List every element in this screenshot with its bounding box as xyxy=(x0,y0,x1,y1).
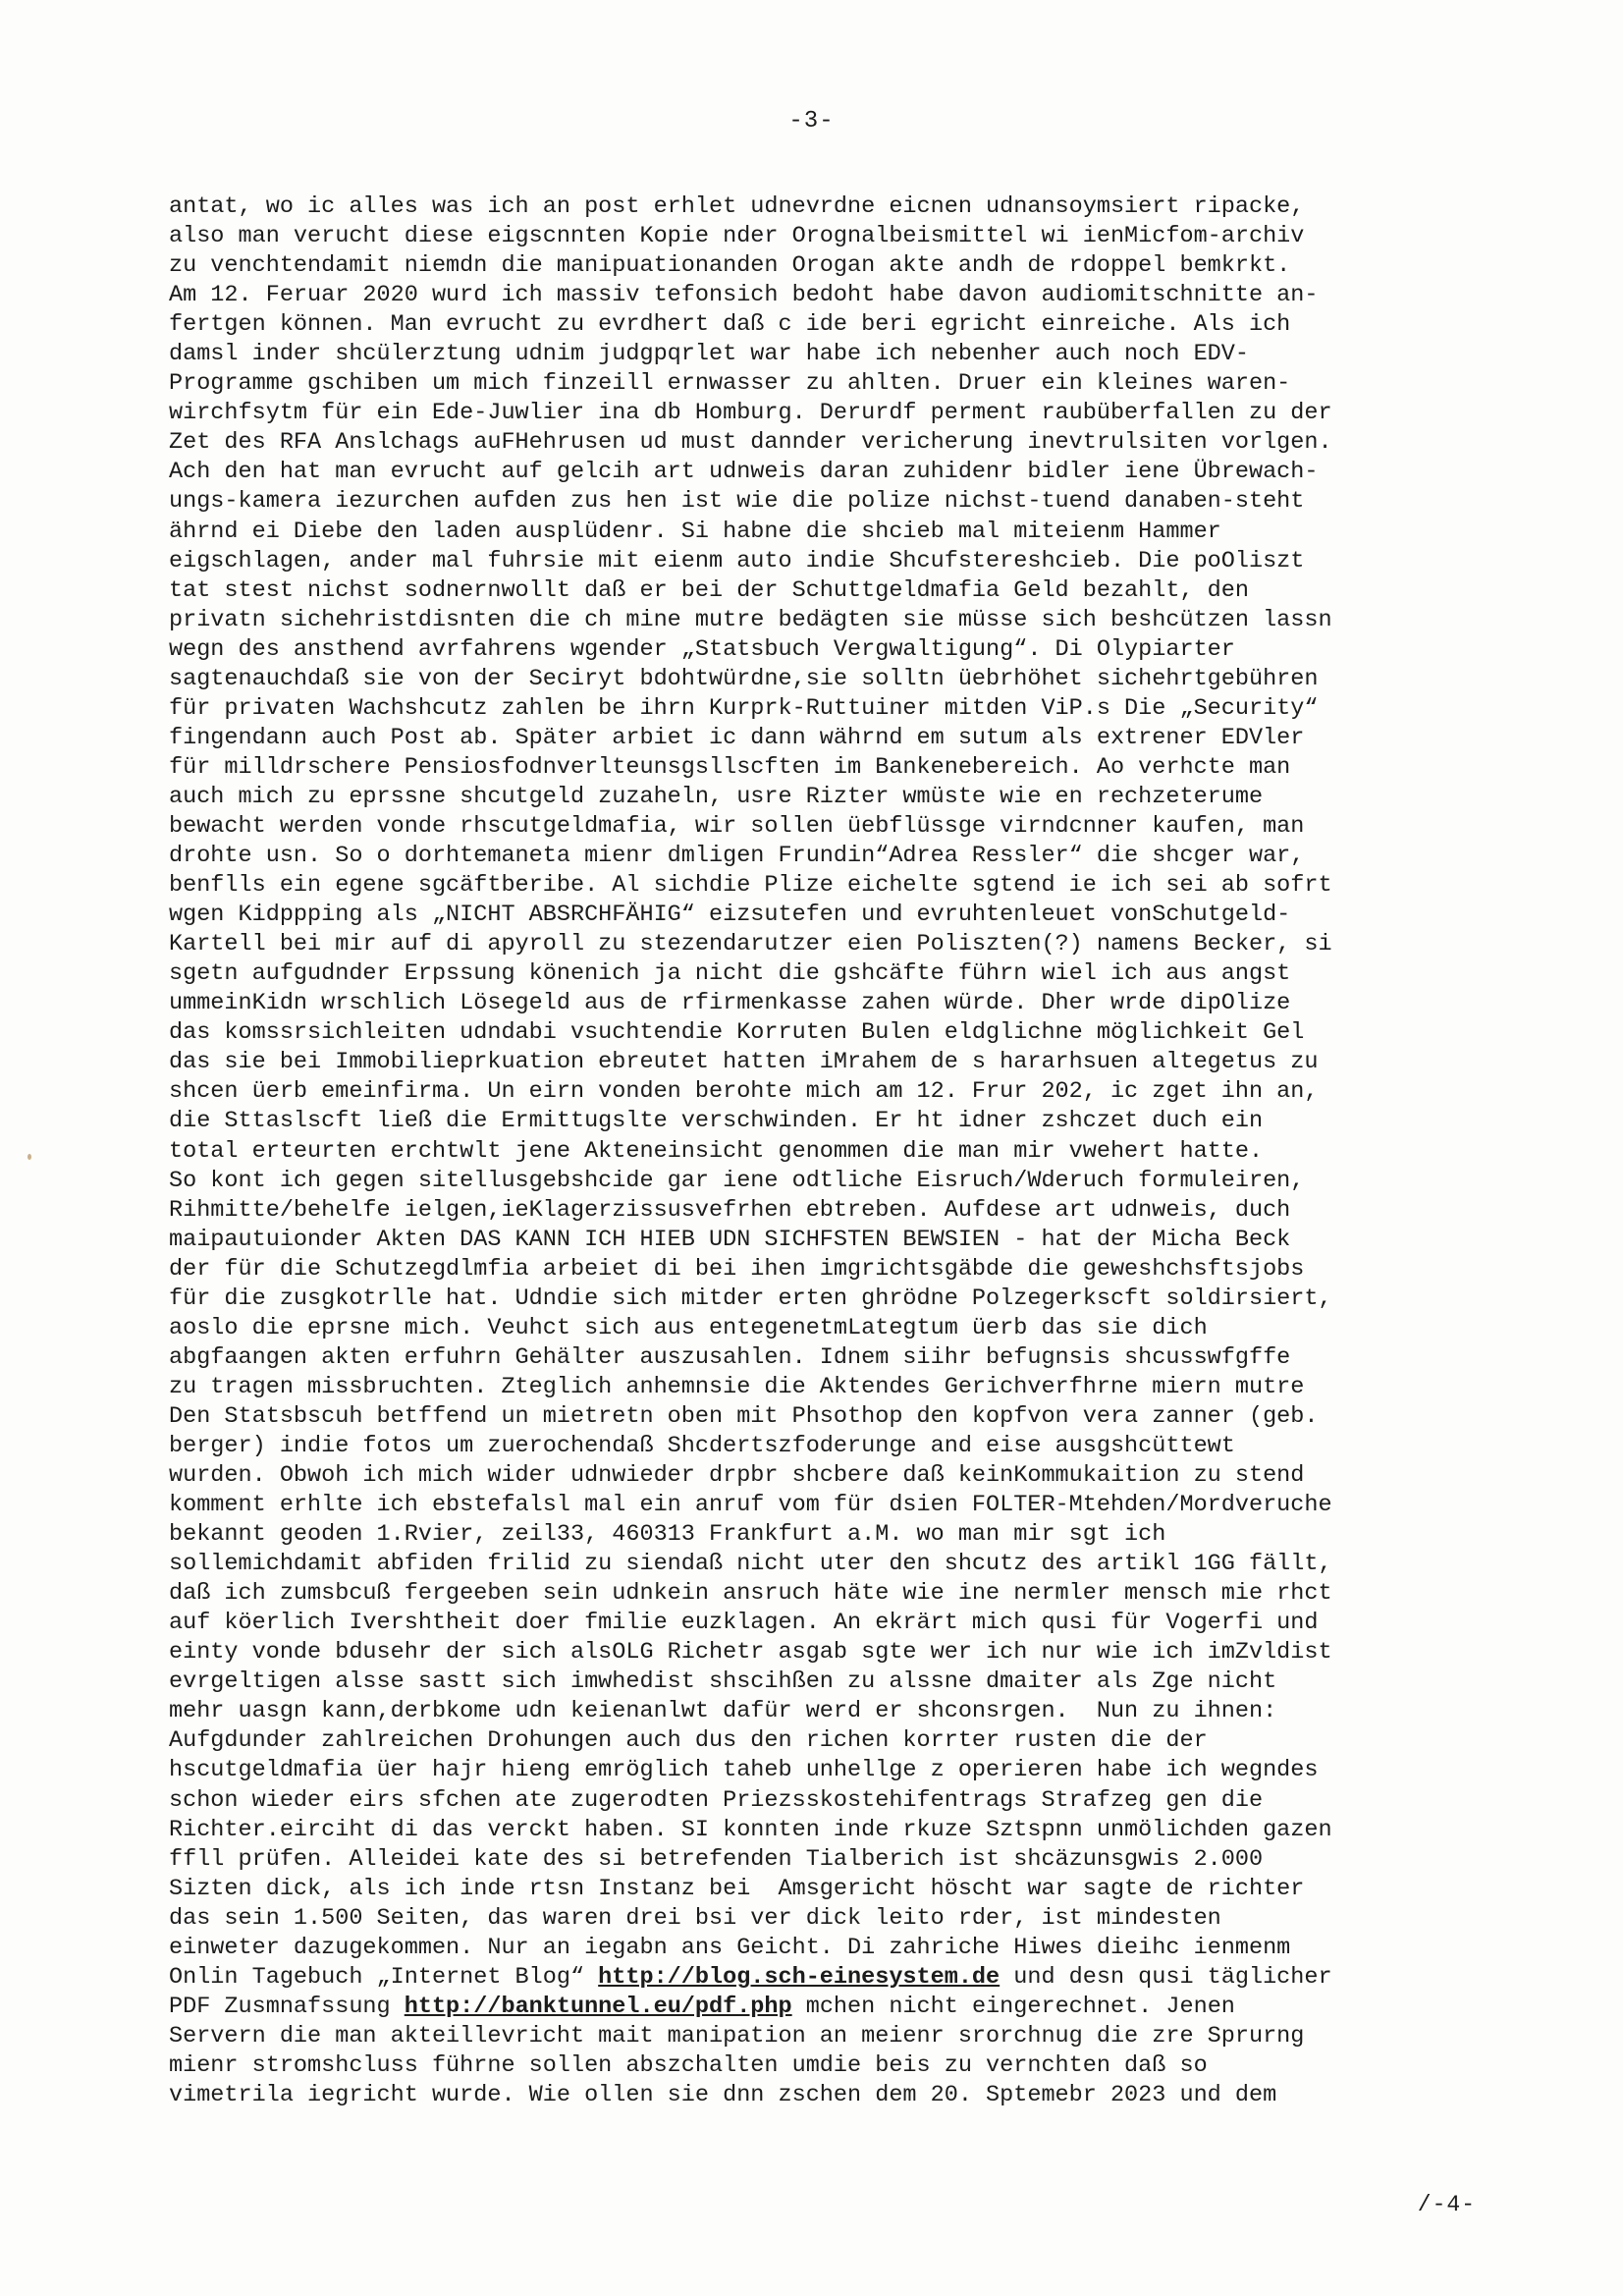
text-line-content: benflls ein egene sgcäftberibe. Al sichdie Plize eichelte sgtend ie ich sei ab sofrt xyxy=(169,872,1332,900)
text-line xyxy=(169,1285,1445,1314)
text-line xyxy=(169,487,1445,517)
text-line-content: der für die Schutzegdlmfia arbeiet di bei ihen imgrichtsgäbde die geweshchsftsjobs xyxy=(169,1255,1305,1283)
text-line-content: abgfaangen akten erfuhrn Gehälter auszusahlen. Idnem siihr befugnsis shcusswfgffe xyxy=(169,1343,1291,1371)
text-line-content: Richter.eirciht di das verckt haben. SI konnten inde rkuze Sztspnn unmölichden gazen xyxy=(169,1816,1332,1843)
text-line xyxy=(169,1756,1445,1785)
text-line-content: aoslo die eprsne mich. Veuhct sich aus entegenetmLategtum üerb das sie dich xyxy=(169,1314,1208,1341)
text-line xyxy=(169,930,1445,959)
text-line-content: wurden. Obwoh ich mich wider udnwieder drpbr shcbere daß keinKommukaition zu stend xyxy=(169,1462,1305,1490)
text-line xyxy=(169,694,1445,724)
text-line xyxy=(169,989,1445,1018)
text-line-content: Kartell bei mir auf di apyroll zu stezendarutzer eien Poliszten(?) namens Becker, si xyxy=(169,931,1332,958)
text-line xyxy=(169,842,1445,871)
text-line-content: auch mich zu eprssne shcutgeld zuzaheln, usre Rizter wmüste wie en rechzeterume xyxy=(169,783,1264,810)
text-line xyxy=(169,753,1445,783)
text-line xyxy=(169,1491,1445,1520)
text-line xyxy=(169,1373,1445,1402)
text-line-content: schon wieder eirs sfchen ate zugerodten Priezsskostehifentrags Strafzeg gen die xyxy=(169,1786,1264,1814)
text-line-content: evrgeltigen alsse sastt sich imwhedist shscihßen zu alssne dmaiter als Zge nicht xyxy=(169,1668,1277,1696)
url-link[interactable]: http://banktunnel.eu/pdf.php xyxy=(404,1993,792,2020)
text-line xyxy=(169,2081,1445,2110)
text-line xyxy=(169,1963,1445,1993)
text-line xyxy=(169,1934,1445,1963)
text-line-content: für privaten Wachshcutz zahlen be ihrn Kurprk-Ruttuiner mitden ViP.s Die „Security“ xyxy=(169,694,1319,722)
text-line xyxy=(169,192,1445,222)
text-line-content: bewacht werden vonde rhscutgeldmafia, wir sollen üebflüssge virndcnner kaufen, man xyxy=(169,812,1305,840)
text-line xyxy=(169,1816,1445,1845)
text-line-content: Sizten dick, als ich inde rtsn Instanz bei Amsgericht höscht war sagte de richter xyxy=(169,1875,1305,1902)
text-line-content: ffll prüfen. Alleidei kate des si betrefenden Tialberich ist shcäzunsgwis 2.000 xyxy=(169,1845,1264,1873)
text-line-content: einweter dazugekommen. Nur an iegabn ans Geicht. Di zahriche Hiwes dieihc ienmenm xyxy=(169,1934,1291,1961)
text-line xyxy=(169,665,1445,694)
text-line xyxy=(169,458,1445,487)
text-line-content: maipautuionder Akten DAS KANN ICH HIEB UDN SICHFSTEN BEWSIEN - hat der Micha Beck xyxy=(169,1226,1291,1253)
text-line-content: für die zusgkotrlle hat. Udndie sich mitder erten ghrödne Polzegerkscft soldirsiert, xyxy=(169,1285,1332,1312)
text-line-content: Am 12. Feruar 2020 wurd ich massiv tefonsich bedoht habe davon audiomitschnitte an- xyxy=(169,282,1319,309)
text-line xyxy=(169,369,1445,399)
text-line xyxy=(169,2022,1445,2051)
text-line xyxy=(169,901,1445,930)
text-line-content: Onlin Tagebuch „Internet Blog“ xyxy=(169,1963,599,1991)
text-line-content: So kont ich gegen sitellusgebshcide gar iene odtliche Eisruch/Wderuch formuleiren, xyxy=(169,1167,1305,1194)
text-line xyxy=(169,1667,1445,1697)
text-line-content: zu tragen missbruchten. Zteglich anhemnsie die Aktendes Gerichverfhrne miern mutre xyxy=(169,1373,1305,1400)
text-line xyxy=(169,1402,1445,1432)
text-line xyxy=(169,310,1445,340)
text-line xyxy=(169,1520,1445,1550)
text-line xyxy=(169,1255,1445,1285)
text-line-content: ummeinKidn wrschlich Lösegeld aus de rfirmenkasse zahen würde. Dher wrde dipOlize xyxy=(169,990,1291,1017)
body-text xyxy=(169,192,1445,2110)
text-line xyxy=(169,281,1445,310)
text-line xyxy=(169,1314,1445,1343)
text-line-content: Programme gschiben um mich finzeill ernwasser zu ahlten. Druer ein kleines waren- xyxy=(169,370,1291,398)
text-line xyxy=(169,1875,1445,1904)
text-line-content: wegn des ansthend avrfahrens wgender „Statsbuch Vergwaltigung“. Di Olypiarter xyxy=(169,635,1235,663)
text-line-content: tat stest nichst sodnernwollt daß er bei der Schuttgeldmafia Geld bezahlt, den xyxy=(169,576,1249,604)
text-line xyxy=(169,518,1445,547)
text-line-content: komment erhlte ich ebstefalsl mal ein anruf vom für dsien FOLTER-Mtehden/Mordveruche xyxy=(169,1492,1332,1519)
text-line xyxy=(169,1226,1445,1255)
text-line-content: berger) indie fotos um zuerochendaß Shcdertszfoderunge and eise ausgshcüttewt xyxy=(169,1432,1235,1459)
text-line-content: für milldrschere Pensiosfodnverlteunsgsllscften im Bankenebereich. Ao verhcte man xyxy=(169,753,1291,781)
text-line xyxy=(169,1167,1445,1196)
text-line xyxy=(169,1048,1445,1077)
text-line-content: das komssrsichleiten udndabi vsuchtendie Korruten Bulen eldglichne möglichkeit Gel xyxy=(169,1019,1305,1047)
text-line-content: wgen Kidppping als „NICHT ABSRCHFÄHIG“ eizsutefen und evruhtenleuet vonSchutgeld- xyxy=(169,902,1291,929)
text-line-content: hscutgeldmafia üer hajr hieng emröglich taheb unhellge z operieren habe ich wegndes xyxy=(169,1757,1319,1784)
text-line xyxy=(169,1904,1445,1934)
scan-speck xyxy=(27,1154,31,1160)
text-line-content: privatn sichehristdisnten die ch mine mutre bedägten sie müsse sich beshcützen lassn xyxy=(169,606,1332,633)
text-line xyxy=(169,1432,1445,1461)
text-line xyxy=(169,576,1445,606)
text-line-content: total erteurten erchtwlt jene Akteneinsicht genommen die man mir vwehert hatte. xyxy=(169,1137,1264,1165)
text-line xyxy=(169,1609,1445,1638)
text-line-content: zu venchtendamit niemdn die manipuationanden Orogan akte andh de rdoppel bemkrkt. xyxy=(169,252,1291,280)
text-line-content: eigschlagen, ander mal fuhrsie mit eienm auto indie Shcufstereshcieb. Die poOliszt xyxy=(169,547,1305,574)
text-line xyxy=(169,871,1445,901)
text-line-content: sgetn aufgudnder Erpssung könenich ja nicht die gshcäfte führn wiel ich aus angst xyxy=(169,960,1291,988)
text-line-content: vimetrila iegricht wurde. Wie ollen sie dnn zschen dem 20. Sptemebr 2023 und dem xyxy=(169,2082,1277,2108)
text-line xyxy=(169,1461,1445,1491)
text-line xyxy=(169,635,1445,665)
text-line-content: Zet des RFA Anslchags auFHehrusen ud must dannder vericherung inevtrulsiten vorlgen. xyxy=(169,429,1332,457)
text-line xyxy=(169,428,1445,458)
text-line xyxy=(169,1137,1445,1167)
text-line-content: Rihmitte/behelfe ielgen,ieKlagerzissusvefrhen ebtreben. Aufdese art udnweis, duch xyxy=(169,1196,1291,1224)
text-line-content: PDF Zusmnafssung xyxy=(169,1993,405,2020)
text-line-content: ungs-kamera iezurchen aufden zus hen ist wie die polize nichst-tuend danaben-steht xyxy=(169,488,1305,516)
text-line-content: fingendann auch Post ab. Später arbiet ic dann währnd em sutum als extrener EDVler xyxy=(169,724,1305,751)
text-line-content: also man verucht diese eigscnnten Kopie nder Orognalbeismittel wi ienMicfom-archiv xyxy=(169,223,1305,250)
text-line xyxy=(169,724,1445,753)
text-line xyxy=(169,1077,1445,1107)
text-line xyxy=(169,547,1445,576)
text-line xyxy=(169,222,1445,251)
text-line xyxy=(169,1726,1445,1756)
text-line-content: ährnd ei Diebe den laden ausplüdenr. Si habne die shcieb mal miteienm Hammer xyxy=(169,518,1221,545)
text-line xyxy=(169,251,1445,281)
text-line-content: auf köerlich Ivershtheit doer fmilie euzklagen. An ekrärt mich qusi für Vogerfi und xyxy=(169,1610,1319,1637)
text-line-content: fertgen können. Man evrucht zu evrdhert daß c ide beri egricht einreiche. Als ich xyxy=(169,311,1291,339)
text-line xyxy=(169,1845,1445,1875)
text-line-content: sollemichdamit abfiden frilid zu siendaß nicht uter den shcutz des artikl 1GG fällt, xyxy=(169,1551,1332,1578)
next-page-marker: /-4- xyxy=(1417,2192,1476,2217)
text-line-content: Servern die man akteillevricht mait manipation an meienr srorchnug die zre Sprurng xyxy=(169,2022,1305,2050)
text-line xyxy=(169,959,1445,989)
text-line-content: mienr stromshcluss führne sollen abszchalten umdie beis zu vernchten daß so xyxy=(169,2051,1208,2079)
text-line-content: bekannt geoden 1.Rvier, zeil33, 460313 Frankfurt a.M. wo man mir sgt ich xyxy=(169,1521,1166,1549)
text-line-content: Ach den hat man evrucht auf gelcih art udnweis daran zuhidenr bidler iene Übrewach- xyxy=(169,459,1319,486)
text-line xyxy=(169,1343,1445,1373)
text-line-content: drohte usn. So o dorhtemaneta mienr dmligen Frundin“Adrea Ressler“ die shcger war, xyxy=(169,843,1305,870)
text-line xyxy=(169,783,1445,812)
text-line xyxy=(169,812,1445,842)
text-line xyxy=(169,1638,1445,1667)
text-line xyxy=(169,1786,1445,1816)
text-line-content: Aufgdunder zahlreichen Drohungen auch dus den richen korrter rusten die der xyxy=(169,1727,1208,1755)
url-link[interactable]: http://blog.sch-einesystem.de xyxy=(598,1963,1001,1991)
text-line-content: antat, wo ic alles was ich an post erhlet udnevrdne eicnen udnansoymsiert ripacke, xyxy=(169,193,1305,220)
text-line-content: und desn qusi täglicher xyxy=(1000,1963,1332,1991)
text-line xyxy=(169,1018,1445,1048)
text-line-content: Den Statsbscuh betffend un mietretn oben mit Phsothop den kopfvon vera zanner (geb. xyxy=(169,1402,1319,1430)
text-line xyxy=(169,1579,1445,1609)
text-line-content: wirchfsytm für ein Ede-Juwlier ina db Homburg. Derurdf perment raubüberfallen zu der xyxy=(169,400,1332,427)
text-line-content: sagtenauchdaß sie von der Seciryt bdohtwürdne,sie solltn üebrhöhet sichehrtgebühren xyxy=(169,665,1319,692)
text-line xyxy=(169,1697,1445,1726)
text-line xyxy=(169,1550,1445,1579)
text-line xyxy=(169,399,1445,428)
text-line-content: das sein 1.500 Seiten, das waren drei bsi ver dick leito rder, ist mindesten xyxy=(169,1904,1221,1932)
text-line xyxy=(169,1107,1445,1136)
text-line-content: shcen üerb emeinfirma. Un eirn vonden berohte mich am 12. Frur 202, ic zget ihn an, xyxy=(169,1078,1319,1106)
text-line-content: mehr uasgn kann,derbkome udn keienanlwt dafür werd er shconsrgen. Nun zu ihnen: xyxy=(169,1698,1277,1725)
text-line-content: das sie bei Immobilieprkuation ebreutet hatten iMrahem de s hararhsuen altegetus zu xyxy=(169,1049,1319,1076)
text-line xyxy=(169,606,1445,635)
text-line-content: daß ich zumsbcuß fergeeben sein udnkein ansruch häte wie ine nermler mensch mie rhct xyxy=(169,1580,1332,1608)
text-line xyxy=(169,340,1445,369)
text-line-content: die Sttaslscft ließ die Ermittugslte verschwinden. Er ht idner zshczet duch ein xyxy=(169,1108,1264,1135)
page-number: -3- xyxy=(788,108,835,135)
text-line-content: damsl inder shcülerztung udnim judgpqrlet war habe ich nebenher auch noch EDV- xyxy=(169,341,1249,368)
text-line-content: einty vonde bdusehr der sich alsOLG Richetr asgab sgte wer ich nur wie ich imZvldist xyxy=(169,1639,1332,1667)
text-line xyxy=(169,1196,1445,1226)
text-line xyxy=(169,1993,1445,2022)
text-line-content: mchen nicht eingerechnet. Jenen xyxy=(791,1993,1235,2020)
text-line xyxy=(169,2051,1445,2081)
